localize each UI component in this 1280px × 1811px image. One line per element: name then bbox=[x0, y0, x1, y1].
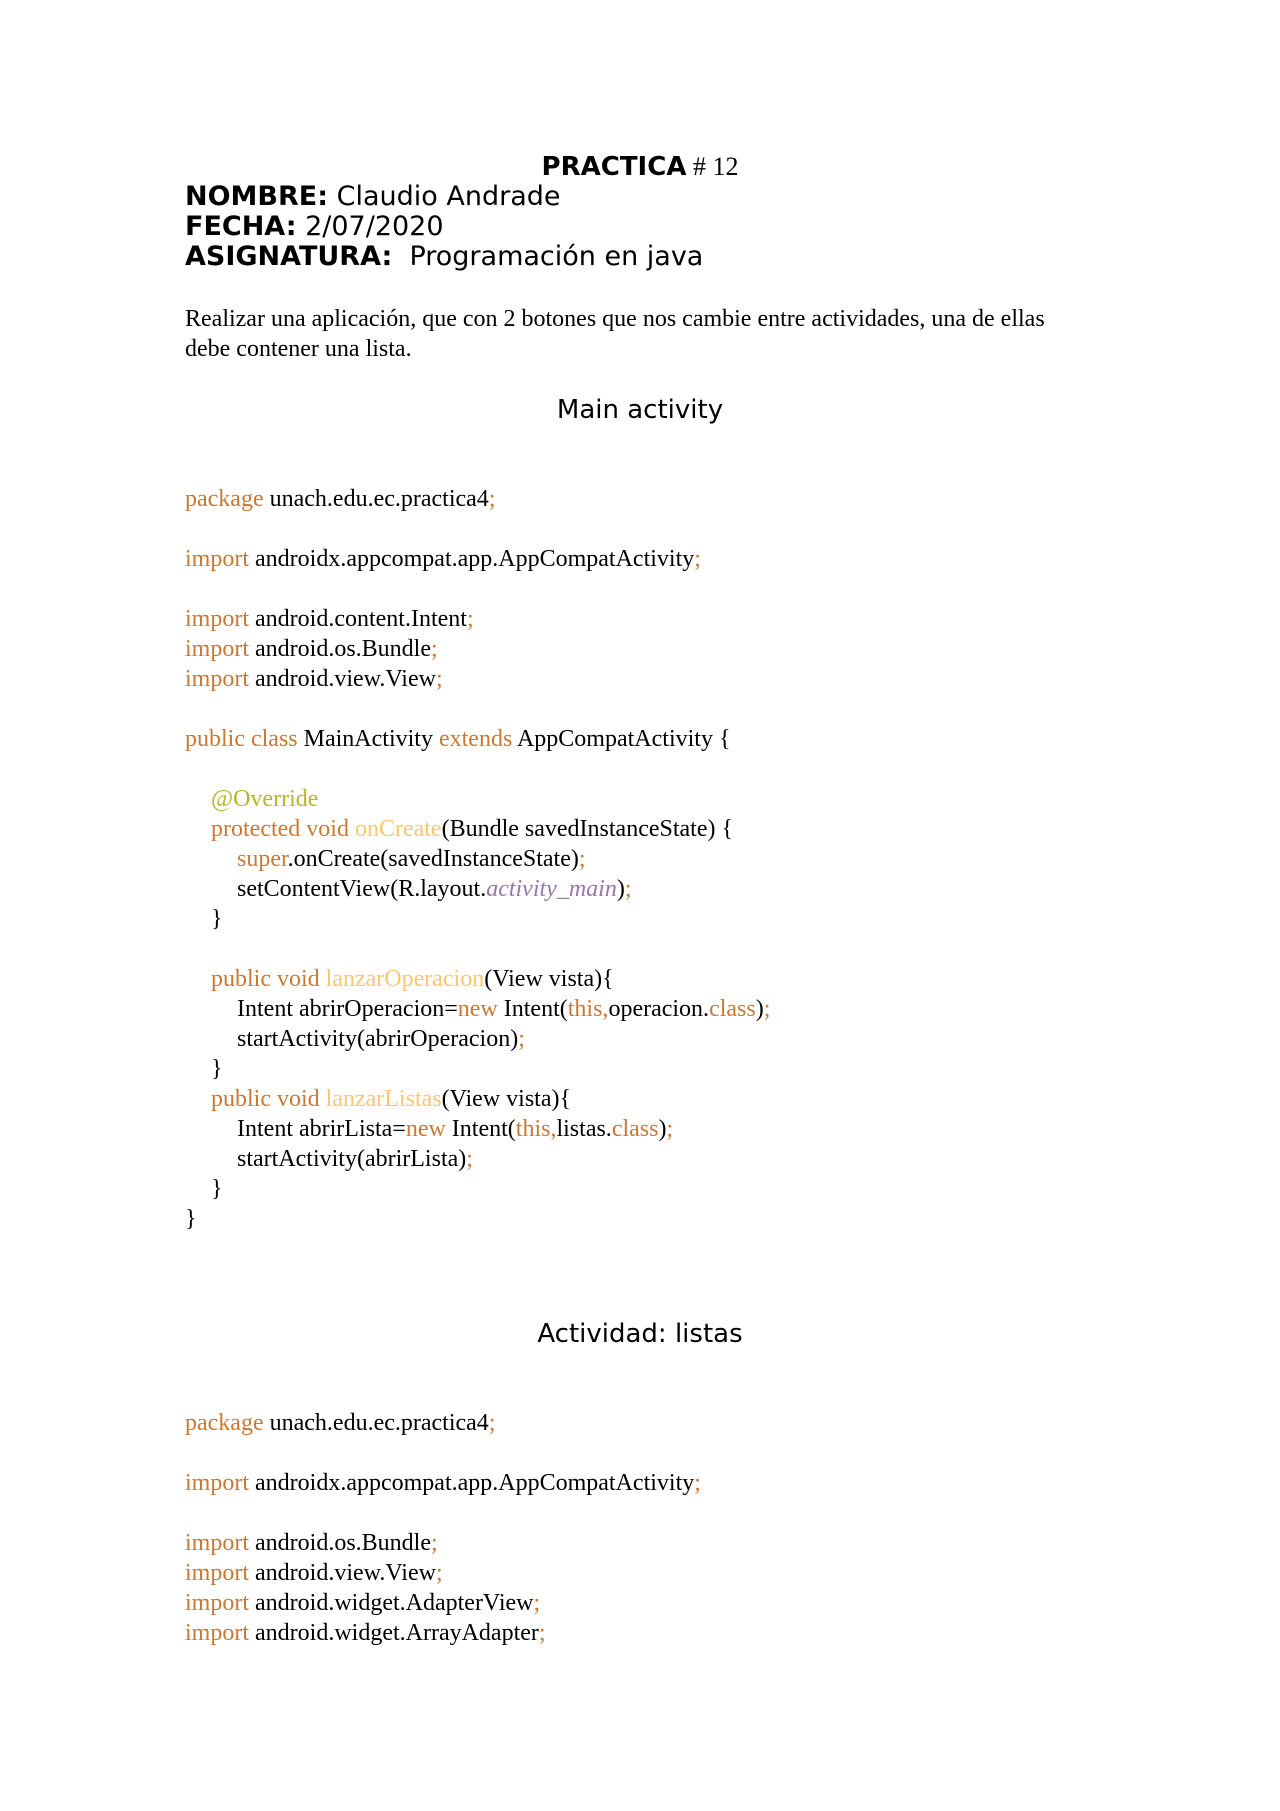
fecha-line: FECHA: 2/07/2020 bbox=[185, 211, 444, 242]
code-line: } bbox=[185, 1206, 197, 1232]
code-line: } bbox=[211, 906, 223, 932]
code-line: super.onCreate(savedInstanceState); bbox=[237, 846, 586, 872]
code-line: import androidx.appcompat.app.AppCompatActivity; bbox=[185, 1470, 701, 1496]
code-line: protected void onCreate(Bundle savedInstanceState) { bbox=[211, 816, 733, 842]
code-line: import androidx.appcompat.app.AppCompatActivity; bbox=[185, 546, 701, 572]
code-line: } bbox=[211, 1056, 223, 1082]
code-line: package unach.edu.ec.practica4; bbox=[185, 486, 496, 512]
page-title: PRACTICA # 12 bbox=[541, 152, 739, 182]
code-line: public void lanzarListas(View vista){ bbox=[211, 1086, 571, 1112]
code-line: import android.os.Bundle; bbox=[185, 1530, 438, 1556]
code-line: import android.view.View; bbox=[185, 666, 443, 692]
code-line: @Override bbox=[211, 786, 319, 812]
section-title-listas: Actividad: listas bbox=[537, 1319, 743, 1349]
code-line: startActivity(abrirOperacion); bbox=[237, 1026, 525, 1052]
code-line: } bbox=[211, 1176, 223, 1202]
code-line: Intent abrirOperacion=new Intent(this,operacion.class); bbox=[237, 996, 771, 1022]
code-line: Intent abrirLista=new Intent(this,listas.class); bbox=[237, 1116, 674, 1142]
description-paragraph: Realizar una aplicación, que con 2 botones que nos cambie entre actividades, una de ellas debe contener una lista. bbox=[185, 306, 1045, 362]
code-line: package unach.edu.ec.practica4; bbox=[185, 1410, 496, 1436]
code-line: setContentView(R.layout.activity_main); bbox=[237, 876, 632, 902]
code-line: import android.widget.AdapterView; bbox=[185, 1590, 541, 1616]
code-line: startActivity(abrirLista); bbox=[237, 1146, 473, 1172]
code-line: import android.content.Intent; bbox=[185, 606, 474, 632]
code-line: public void lanzarOperacion(View vista){ bbox=[211, 966, 614, 992]
asignatura-line: ASIGNATURA: Programación en java bbox=[185, 241, 704, 272]
code-line: import android.widget.ArrayAdapter; bbox=[185, 1620, 546, 1646]
section-title-main: Main activity bbox=[556, 395, 724, 425]
code-line: import android.view.View; bbox=[185, 1560, 443, 1586]
code-line: import android.os.Bundle; bbox=[185, 636, 438, 662]
nombre-line: NOMBRE: Claudio Andrade bbox=[185, 181, 561, 212]
code-line: public class MainActivity extends AppCompatActivity { bbox=[185, 726, 731, 752]
